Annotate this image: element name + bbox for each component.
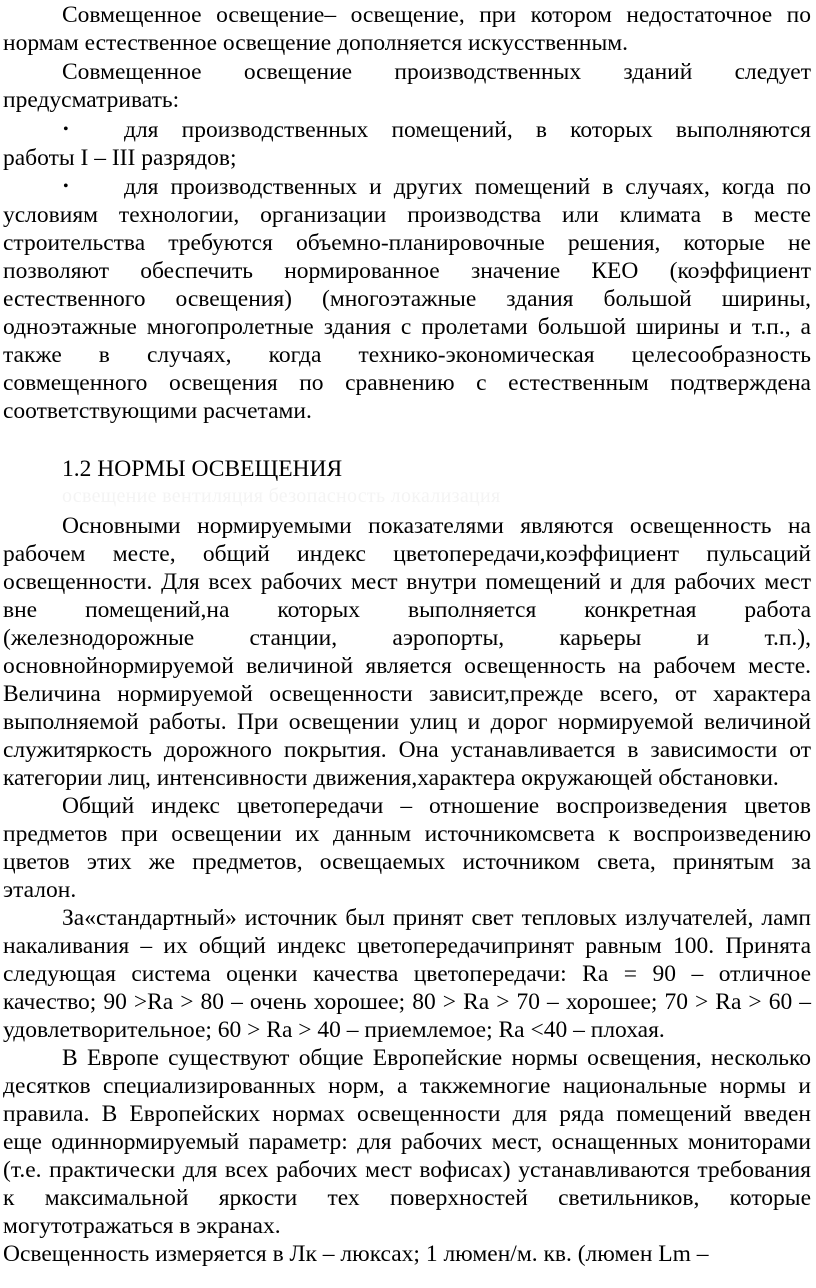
list-item-text: совмещенного освещения по сравнению с естественным подтверждена: [3, 370, 811, 396]
list-item-text: работы I – III разрядов;: [3, 145, 237, 171]
text-line: цветов этих же предметов, освещаемых источником света, принятым за: [3, 849, 811, 875]
bullet-icon: •: [63, 121, 69, 138]
list-item-text: также в случаях, когда технико-экономическая целесообразность: [3, 342, 811, 368]
list-item-text: для производственных и других помещений в случаях, когда по: [124, 174, 811, 200]
text-line: Освещенность измеряется в Лк – люксах; 1 люмен/м. кв. (люмен Lm –: [3, 1241, 709, 1267]
text-line: (т.е. практически для всех рабочих мест вофисах) устанавливаются требования: [3, 1157, 811, 1183]
list-item-text: естественного освещения) (многоэтажные здания большой ширины,: [3, 286, 811, 312]
text-line: Основными нормируемыми показателями являются освещенность на: [62, 513, 811, 539]
list-item-text: позволяют обеспечить нормированное значение КЕО (коэффициент: [3, 258, 811, 284]
section-heading: 1.2 НОРМЫ ОСВЕЩЕНИЯ: [62, 456, 343, 482]
text-line: еще одиннормируемый параметр: для рабочих мест, оснащенных мониторами: [3, 1129, 811, 1155]
text-line: служитяркость дорожного покрытия. Она устанавливается в зависимости от: [3, 737, 811, 763]
text-line: нормам естественное освещение дополняется искусственным.: [3, 30, 629, 56]
text-line: накаливания – их общий индекс цветопередачипринят равным 100. Принята: [3, 933, 811, 959]
text-line: освещенности. Для всех рабочих мест внутри помещений и для рабочих мест: [3, 569, 811, 595]
text-line: удовлетворительное; 60 > Ra > 40 – приемлемое; Ra <40 – плохая.: [3, 1017, 665, 1043]
text-line: эталон.: [3, 877, 77, 903]
text-line: к максимальной яркости тех поверхностей светильников, которые: [3, 1185, 811, 1211]
text-line: Величина нормируемой освещенности зависит,прежде всего, от характера: [3, 681, 811, 707]
text-line: правила. В Европейских нормах освещенности для ряда помещений введен: [3, 1101, 811, 1127]
text-line: основнойнормируемой величиной является освещенность на рабочем месте.: [3, 653, 811, 679]
text-line: Совмещенное освещение– освещение, при котором недостаточное по: [62, 2, 811, 28]
text-line: выполняемой работы. При освещении улиц и дорог нормируемой величиной: [3, 709, 811, 735]
list-item-text: соответствующими расчетами.: [3, 398, 312, 424]
text-line: категории лиц, интенсивности движения,характера окружающей обстановки.: [3, 765, 779, 791]
text-line: предметов при освещении их данным источникомсвета к воспроизведению: [3, 821, 811, 847]
text-line: следующая система оценки качества цветопередачи: Ra = 90 – отличное: [3, 961, 811, 987]
text-line: качество; 90 >Ra > 80 – очень хорошее; 80 > Ra > 70 – хорошее; 70 > Ra > 60 –: [3, 989, 811, 1015]
list-item-text: для производственных помещений, в которых выполняются: [124, 117, 811, 143]
text-line: Совмещенное освещение производственных зданий следует: [62, 59, 811, 85]
text-line: В Европе существуют общие Европейские нормы освещения, несколько: [62, 1045, 811, 1071]
text-line: могутотражаться в экранах.: [3, 1213, 281, 1239]
text-line: За«стандартный» источник был принят свет тепловых излучателей, ламп: [62, 905, 811, 931]
list-item-text: условиям технологии, организации производства или климата в месте: [3, 202, 811, 228]
list-item-text: одноэтажные многопролетные здания с пролетами большой ширины и т.п., а: [3, 314, 811, 340]
keywords-line: освещение вентиляция безопасность локализация: [62, 485, 501, 507]
bullet-icon: •: [63, 178, 69, 195]
text-line: десятков специализированных норм, а такжемногие национальные нормы и: [3, 1073, 811, 1099]
text-line: предусматривать:: [3, 87, 180, 113]
text-line: рабочем месте, общий индекс цветопередачи,коэффициент пульсаций: [3, 541, 811, 567]
text-line: (железнодорожные станции, аэропорты, карьеры и т.п.),: [3, 625, 811, 651]
list-item-text: строительства требуются объемно-планировочные решения, которые не: [3, 230, 811, 256]
text-line: вне помещений,на которых выполняется конкретная работа: [3, 597, 811, 623]
text-line: Общий индекс цветопередачи – отношение воспроизведения цветов: [62, 793, 811, 819]
